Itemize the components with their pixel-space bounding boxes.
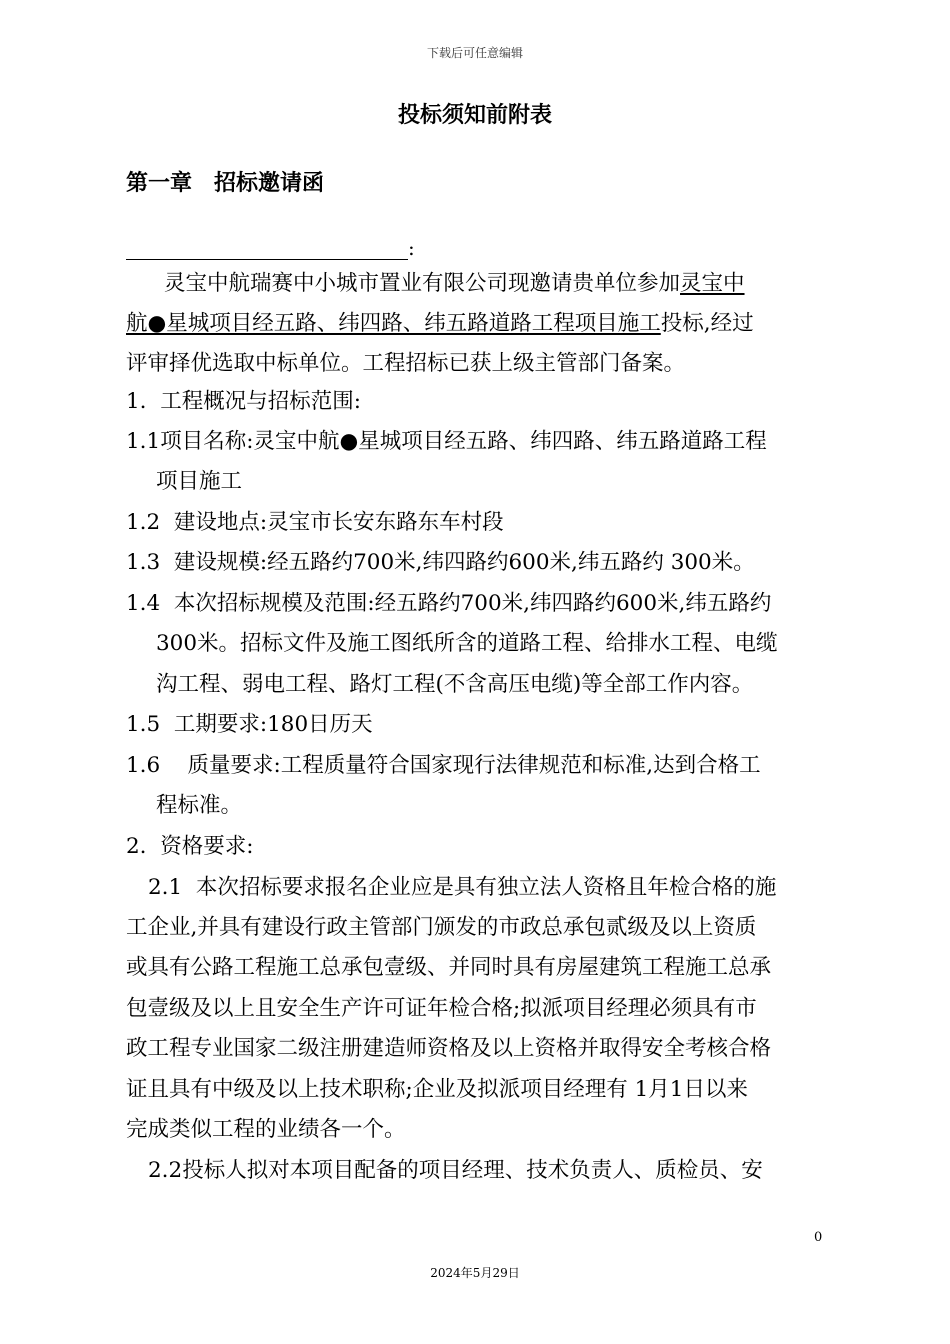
item-number: 2.2 [148, 1158, 183, 1183]
item-1-2 [126, 503, 504, 543]
item-1-3 [126, 543, 755, 583]
intro-line-2 [126, 304, 754, 344]
item-1-5 [126, 705, 373, 745]
item-1-1-line-1 [126, 422, 767, 462]
item-number: 1.6 [126, 753, 161, 778]
intro-line-3: 评审择优选取中标单位。工程招标已获上级主管部门备案。 [126, 351, 686, 376]
item-2-1-line-3: 或具有公路工程施工总承包壹级、并同时具有房屋建筑工程施工总承 [126, 955, 772, 980]
section-2-heading [126, 827, 253, 867]
page-number: 0 [814, 1230, 823, 1245]
item-number: 1.5 [126, 712, 161, 737]
section-number: 1. [126, 389, 147, 414]
item-number: 1.1 [126, 429, 161, 454]
item-1-6-line-1 [126, 746, 761, 786]
chapter-title: 招标邀请函 [214, 171, 325, 196]
salutation-colon: : [408, 236, 415, 260]
item-text: 投标人拟对本项目配备的项目经理、技术负责人、质检员、安 [182, 1158, 763, 1183]
item-1-4-line-2: 300米。招标文件及施工图纸所含的道路工程、给排水工程、电缆 [156, 631, 778, 656]
item-number: 1.4 [126, 591, 161, 616]
chapter-heading [126, 166, 324, 197]
intro-text: 投标,经过 [660, 311, 754, 336]
item-2-1-line-5: 政工程专业国家二级注册建造师资格及以上资格并取得安全考核合格 [126, 1036, 772, 1061]
item-text: 质量要求:工程质量符合国家现行法律规范和标准,达到合格工 [187, 753, 761, 778]
item-1-6-line-2: 程标准。 [156, 793, 243, 818]
item-text: 本次招标规模及范围:经五路约700米,纬四路约600米,纬五路约 [173, 591, 772, 616]
item-2-1-line-4: 包壹级及以上且安全生产许可证年检合格;拟派项目经理必须具有市 [126, 996, 757, 1021]
item-1-4-line-1 [126, 584, 771, 624]
item-text: 本次招标要求报名企业应是具有独立法人资格且年检合格的施 [195, 875, 777, 900]
chapter-number: 第一章 [126, 171, 193, 196]
footer-date: 2024年5月29日 [430, 1266, 520, 1280]
intro-line-1 [164, 264, 745, 304]
project-name-underlined: 航●星城项目经五路、纬四路、纬五路道路工程项目施工 [126, 311, 661, 336]
item-number: 1.2 [126, 510, 161, 535]
item-text: 建设规模:经五路约700米,纬四路约600米,纬五路约 300米。 [173, 550, 755, 575]
item-1-1-line-2: 项目施工 [156, 469, 243, 494]
section-1-heading [126, 382, 361, 422]
item-2-1-line-1 [148, 868, 776, 908]
item-number: 1.3 [126, 550, 161, 575]
recipient-underline [126, 239, 408, 260]
item-2-1-line-7: 完成类似工程的业绩各一个。 [126, 1117, 406, 1142]
section-number: 2. [126, 834, 147, 859]
section-title: 资格要求: [160, 834, 254, 859]
item-2-1-line-6: 证且具有中级及以上技术职称;企业及拟派项目经理有 1月1日以来 [126, 1077, 748, 1102]
item-text: 建设地点:灵宝市长安东路东车村段 [173, 510, 504, 535]
item-1-4-line-3: 沟工程、弱电工程、路灯工程(不含高压电缆)等全部工作内容。 [156, 672, 754, 697]
section-title: 工程概况与招标范围: [160, 389, 361, 414]
item-2-2-line-1 [148, 1151, 763, 1191]
salutation-blank [126, 236, 415, 260]
item-text: 工期要求:180日历天 [173, 712, 373, 737]
item-number: 2.1 [148, 875, 183, 900]
item-text: 项目名称:灵宝中航●星城项目经五路、纬四路、纬五路道路工程 [160, 429, 767, 454]
item-2-1-line-2: 工企业,并具有建设行政主管部门颁发的市政总承包贰级及以上资质 [126, 915, 757, 940]
project-name-underlined: 灵宝中 [680, 271, 745, 296]
document-title: 投标须知前附表 [397, 103, 552, 128]
header-note: 下载后可任意编辑 [426, 46, 523, 60]
intro-text: 灵宝中航瑞赛中小城市置业有限公司现邀请贵单位参加 [164, 271, 681, 296]
